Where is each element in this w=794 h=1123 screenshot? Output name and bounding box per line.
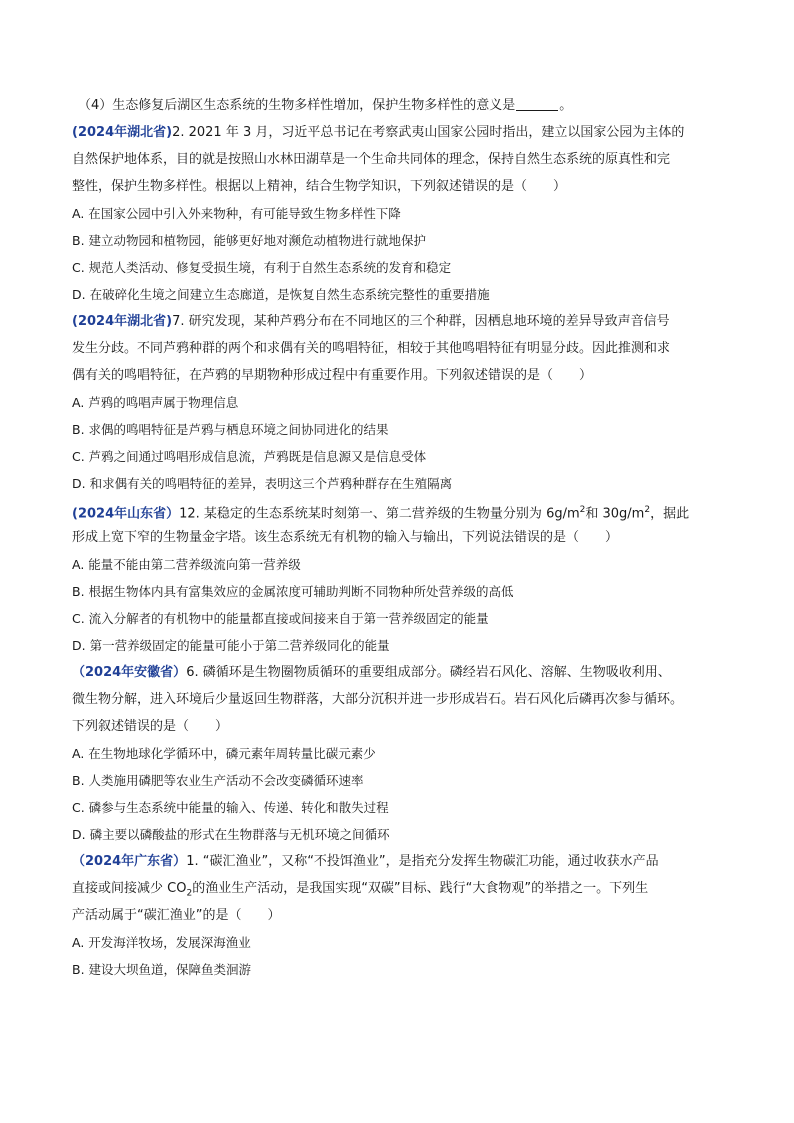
question-stem-line: (2024年湖北省)2. 2021 年 3 月，习近平总书记在考察武夷山国家公园时指出，建立以国家公园为主体的: [72, 125, 685, 140]
question-source-tag: (2024年湖北省): [72, 314, 173, 329]
question-source-tag: (2024年湖北省): [72, 125, 173, 140]
q4-text: （4）生态修复后湖区生态系统的生物多样性增加，保护生物多样性的意义是: [78, 98, 516, 113]
option-b[interactable]: B. 建立动物园和植物园，能够更好地对濒危动植物进行就地保护: [72, 233, 427, 248]
answer-blank[interactable]: [516, 96, 558, 111]
option-b[interactable]: B. 人类施用磷肥等农业生产活动不会改变磷循环速率: [72, 773, 364, 788]
question-source-tag: (2024年山东省）: [72, 506, 180, 522]
question-source-tag: （2024年安徽省）: [72, 665, 187, 680]
option-a[interactable]: A. 能量不能由第二营养级流向第一营养级: [72, 557, 301, 572]
option-d[interactable]: D. 第一营养级固定的能量可能小于第二营养级同化的能量: [72, 638, 390, 653]
question-anhui-6: [72, 659, 732, 848]
option-c[interactable]: C. 规范人类活动、修复受损生境，有利于自然生态系统的发育和稳定: [72, 260, 452, 275]
question-stem-line: 整性，保护生物多样性。根据以上精神，结合生物学知识，下列叙述错误的是（ ）: [72, 179, 567, 194]
question-source-tag: （2024年广东省）: [72, 854, 187, 869]
question-content: [72, 92, 732, 983]
question-stem-line: 发生分歧。不同芦鸦种群的两个和求偶有关的鸣唱特征，相较于其他鸣唱特征有明显分歧。因此推测和求: [72, 341, 671, 356]
q4-line: [72, 92, 732, 119]
option-c[interactable]: C. 磷参与生态系统中能量的输入、传递、转化和散失过程: [72, 800, 389, 815]
option-b[interactable]: B. 建设大坝鱼道，保障鱼类洄游: [72, 962, 252, 977]
q4-end: 。: [559, 98, 573, 113]
option-a[interactable]: A. 在国家公园中引入外来物种，有可能导致生物多样性下降: [72, 206, 401, 221]
question-stem-line: 微生物分解，进入环境后少量返回生物群落，大部分沉积并进一步形成岩石。岩石风化后磷再次参与循环。: [72, 692, 684, 707]
option-d[interactable]: D. 在破碎化生境之间建立生态廊道，是恢复自然生态系统完整性的重要措施: [72, 287, 490, 302]
option-c[interactable]: C. 芦鸦之间通过鸣唱形成信息流，芦鸦既是信息源又是信息受体: [72, 449, 427, 464]
option-a[interactable]: A. 开发海洋牧场，发展深海渔业: [72, 935, 251, 950]
question-stem-line: （2024年广东省）1. “碳汇渔业”，又称“不投饵渔业”，是指充分发挥生物碳汇功能，通过收获水产品: [72, 854, 659, 869]
option-b[interactable]: B. 根据生物体内具有富集效应的金属浓度可辅助判断不同物种所处营养级的高低: [72, 584, 514, 599]
question-stem-line: 自然保护地体系，目的就是按照山水林田湖草是一个生命共同体的理念，保持自然生态系统的原真性和完: [72, 152, 671, 167]
option-a[interactable]: A. 芦鸦的鸣唱声属于物理信息: [72, 395, 239, 410]
question-hubei-2: [72, 119, 732, 308]
question-stem-line: 产活动属于“碳汇渔业”的是（ ）: [72, 908, 281, 923]
question-stem-line: 下列叙述错误的是（ ）: [72, 719, 229, 734]
question-stem-line: 直接或间接减少 $CO_2$的渔业生产活动，是我国实现“双碳”目标、践行“大食物观”的举措之一。下列生: [72, 881, 649, 899]
question-shandong-12: [72, 497, 732, 659]
option-a[interactable]: A. 在生物地球化学循环中，磷元素年周转量比碳元素少: [72, 746, 376, 761]
option-d[interactable]: D. 和求偶有关的鸣唱特征的差异，表明这三个芦鸦种群存在生殖隔离: [72, 476, 453, 491]
option-d[interactable]: D. 磷主要以磷酸盐的形式在生物群落与无机环境之间循环: [72, 827, 390, 842]
question-stem-line: (2024年山东省）12. 某稳定的生态系统某时刻第一、第二营养级的生物量分别为 $6g/m^2$和 $30g/m^2$，据此: [72, 505, 690, 522]
question-stem-line: （2024年安徽省）6. 磷循环是生物圈物质循环的重要组成部分。磷经岩石风化、溶解、生物吸收利用、: [72, 665, 671, 680]
question-stem-line: 偶有关的鸣唱特征，在芦鸦的早期物种形成过程中有重要作用。下列叙述错误的是（ ）: [72, 368, 593, 383]
question-guangdong-1: [72, 848, 732, 983]
option-b[interactable]: B. 求偶的鸣唱特征是芦鸦与栖息环境之间协同进化的结果: [72, 422, 389, 437]
question-stem-line: 形成上宽下窄的生物量金字塔。该生态系统无有机物的输入与输出，下列说法错误的是（ ）: [72, 530, 619, 545]
option-c[interactable]: C. 流入分解者的有机物中的能量都直接或间接来自于第一营养级固定的能量: [72, 611, 489, 626]
question-stem-line: (2024年湖北省)7. 研究发现，某种芦鸦分布在不同地区的三个种群，因栖息地环境的差异导致声音信号: [72, 314, 670, 329]
question-hubei-7: [72, 308, 732, 497]
